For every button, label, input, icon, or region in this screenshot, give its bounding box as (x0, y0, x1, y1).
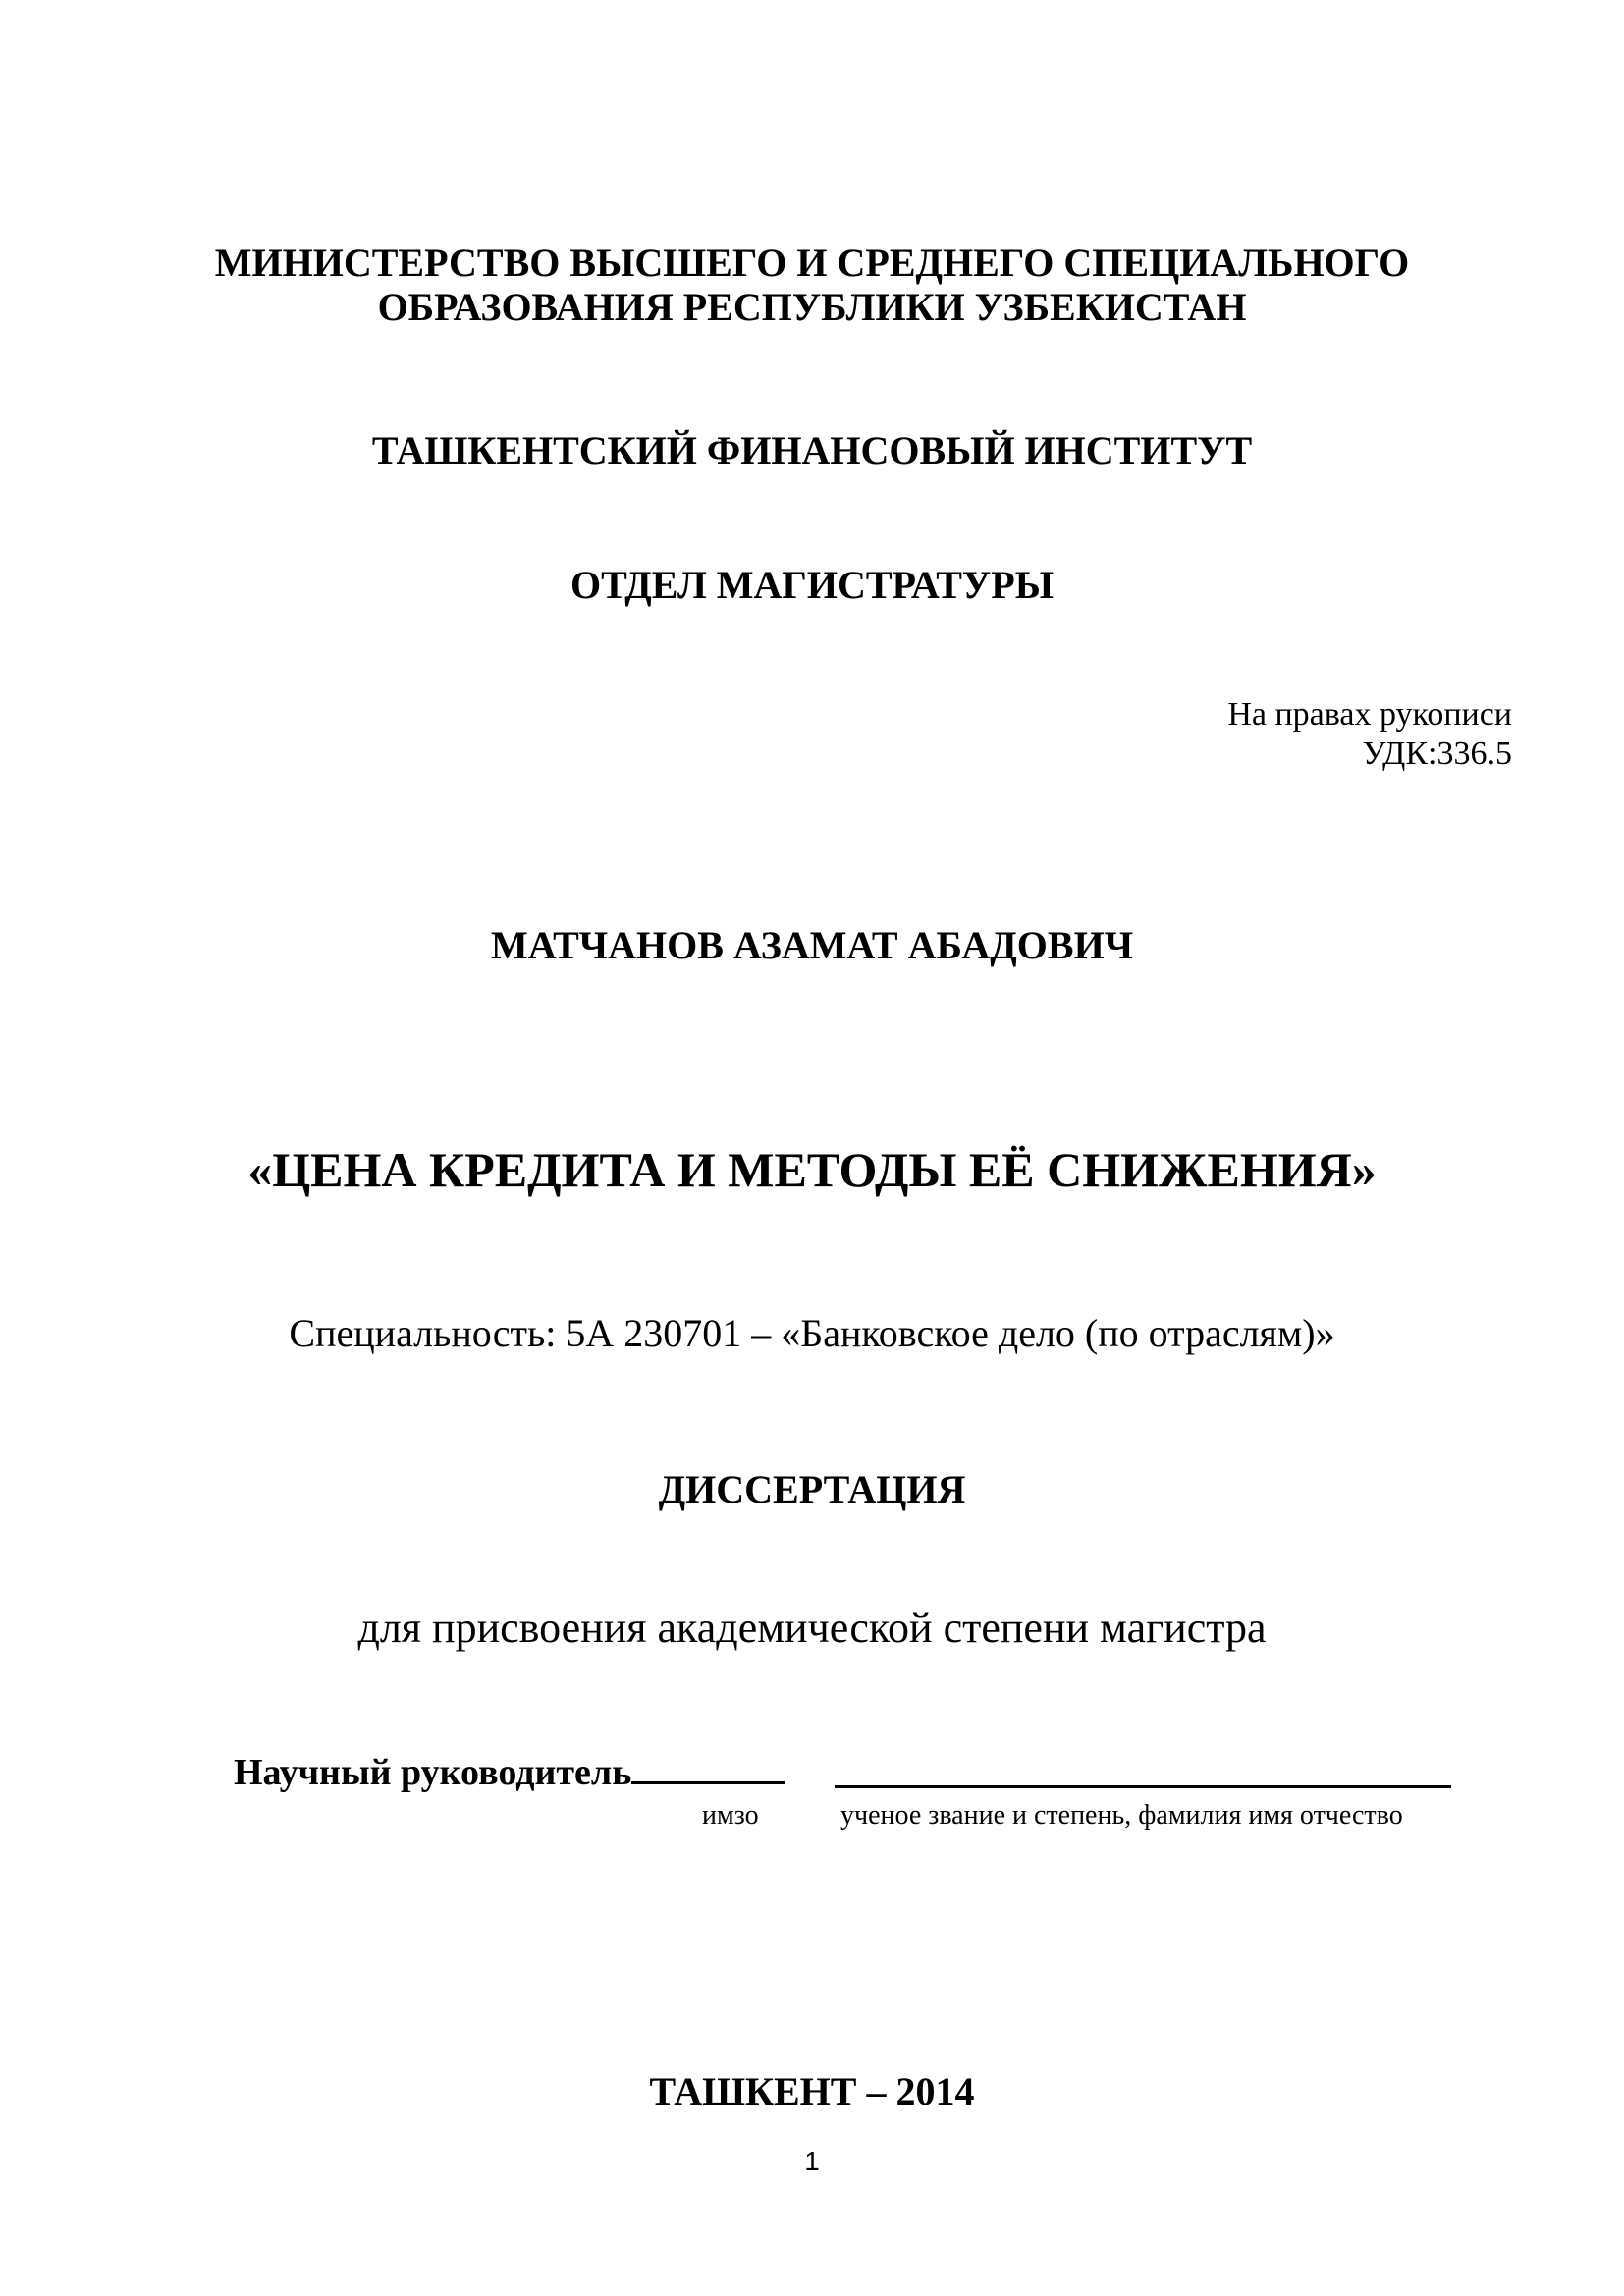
supervisor-label: Научный руководитель (234, 1752, 632, 1793)
supervisor-name-blank (835, 1748, 1451, 1788)
ministry-line-2: ОБРАЗОВАНИЯ РЕСПУБЛИКИ УЗБЕКИСТАН (377, 285, 1247, 329)
supervisor-name-caption: ученое звание и степень, фамилия имя отчество (840, 1800, 1403, 1831)
signature-caption: имзо (702, 1800, 759, 1831)
specialty-line: Специальность: 5А 230701 – «Банковское дело (по отраслям)» (289, 1311, 1335, 1355)
work-type: ДИССЕРТАЦИЯ (658, 1467, 966, 1511)
city-year: ТАШКЕНТ – 2014 (649, 2069, 975, 2113)
page-number: 1 (804, 2146, 820, 2176)
degree-purpose: для присвоения академической степени магистра (357, 1604, 1267, 1652)
department-name: ОТДЕЛ МАГИСТРАТУРЫ (570, 563, 1054, 607)
institute-name: ТАШКЕНТСКИЙ ФИНАНСОВЫЙ ИНСТИТУТ (371, 428, 1253, 472)
ministry-line-1: МИНИСТЕРСТВО ВЫСШЕГО И СРЕДНЕГО СПЕЦИАЛЬНОГО (214, 241, 1410, 285)
supervisor-line (234, 1748, 785, 1794)
dissertation-title: «ЦЕНА КРЕДИТА И МЕТОДЫ ЕЁ СНИЖЕНИЯ» (247, 1142, 1377, 1197)
author-name: МАТЧАНОВ АЗАМАТ АБАДОВИЧ (490, 923, 1134, 967)
signature-blank (631, 1748, 785, 1784)
manuscript-rights: На правах рукописи (1227, 696, 1512, 733)
udc-code: УДК:336.5 (1362, 736, 1512, 772)
